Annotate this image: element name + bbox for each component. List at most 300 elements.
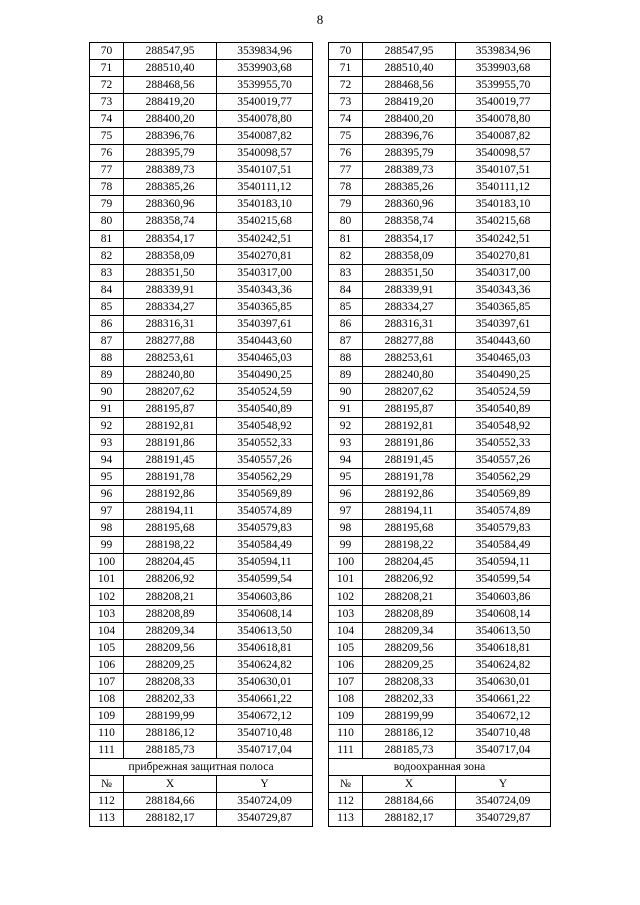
x-coordinate-cell: 288195,87 <box>363 400 456 417</box>
y-coordinate-cell: 3540490,25 <box>217 366 313 383</box>
x-coordinate-cell: 288208,89 <box>124 605 217 622</box>
x-coordinate-cell: 288186,12 <box>124 724 217 741</box>
y-coordinate-cell: 3540111,12 <box>217 179 313 196</box>
x-coordinate-cell: 288184,66 <box>363 793 456 810</box>
table-row <box>329 264 551 281</box>
column-header: № <box>90 776 124 793</box>
x-coordinate-cell: 288192,86 <box>124 486 217 503</box>
y-coordinate-cell: 3540574,89 <box>217 503 313 520</box>
table-row <box>329 656 551 673</box>
y-coordinate-cell: 3540569,89 <box>217 486 313 503</box>
x-coordinate-cell: 288400,20 <box>363 111 456 128</box>
column-header: № <box>329 776 363 793</box>
point-number-cell: 93 <box>90 435 124 452</box>
table-row <box>329 810 551 827</box>
x-coordinate-cell: 288208,33 <box>124 673 217 690</box>
x-coordinate-cell: 288198,22 <box>363 537 456 554</box>
x-coordinate-cell: 288360,96 <box>363 196 456 213</box>
x-coordinate-cell: 288395,79 <box>363 145 456 162</box>
y-coordinate-cell: 3540594,11 <box>217 554 313 571</box>
y-coordinate-cell: 3540548,92 <box>456 418 551 435</box>
table-row <box>329 60 551 77</box>
table-row <box>90 520 313 537</box>
y-coordinate-cell: 3540630,01 <box>217 673 313 690</box>
x-coordinate-cell: 288199,99 <box>124 707 217 724</box>
column-header: Y <box>456 776 551 793</box>
x-coordinate-cell: 288358,09 <box>124 247 217 264</box>
y-coordinate-cell: 3539834,96 <box>456 43 551 60</box>
point-number-cell: 86 <box>329 315 363 332</box>
y-coordinate-cell: 3540624,82 <box>456 656 551 673</box>
table-row <box>90 571 313 588</box>
y-coordinate-cell: 3540111,12 <box>456 179 551 196</box>
x-coordinate-cell: 288209,34 <box>363 622 456 639</box>
y-coordinate-cell: 3540594,11 <box>456 554 551 571</box>
x-coordinate-cell: 288360,96 <box>124 196 217 213</box>
x-coordinate-cell: 288209,56 <box>124 639 217 656</box>
y-coordinate-cell: 3540624,82 <box>217 656 313 673</box>
point-number-cell: 97 <box>329 503 363 520</box>
point-number-cell: 112 <box>90 793 124 810</box>
table-row <box>90 724 313 741</box>
x-coordinate-cell: 288253,61 <box>124 349 217 366</box>
y-coordinate-cell: 3540661,22 <box>456 690 551 707</box>
y-coordinate-cell: 3540630,01 <box>456 673 551 690</box>
point-number-cell: 86 <box>90 315 124 332</box>
x-coordinate-cell: 288208,21 <box>363 588 456 605</box>
table-row <box>329 690 551 707</box>
y-coordinate-cell: 3540343,36 <box>456 281 551 298</box>
y-coordinate-cell: 3540717,04 <box>217 741 313 758</box>
y-coordinate-cell: 3540242,51 <box>456 230 551 247</box>
y-coordinate-cell: 3540608,14 <box>217 605 313 622</box>
point-number-cell: 110 <box>90 724 124 741</box>
x-coordinate-cell: 288185,73 <box>124 741 217 758</box>
point-number-cell: 88 <box>329 349 363 366</box>
point-number-cell: 104 <box>329 622 363 639</box>
table-row <box>329 111 551 128</box>
x-coordinate-cell: 288195,68 <box>124 520 217 537</box>
x-coordinate-cell: 288510,40 <box>124 60 217 77</box>
x-coordinate-cell: 288209,25 <box>124 656 217 673</box>
y-coordinate-cell: 3540552,33 <box>217 435 313 452</box>
x-coordinate-cell: 288240,80 <box>124 366 217 383</box>
point-number-cell: 103 <box>90 605 124 622</box>
table-row <box>329 298 551 315</box>
y-coordinate-cell: 3540242,51 <box>217 230 313 247</box>
point-number-cell: 87 <box>90 332 124 349</box>
table-row <box>329 281 551 298</box>
point-number-cell: 79 <box>329 196 363 213</box>
table-row <box>329 196 551 213</box>
y-coordinate-cell: 3540215,68 <box>217 213 313 230</box>
table-row <box>90 179 313 196</box>
point-number-cell: 93 <box>329 435 363 452</box>
y-coordinate-cell: 3540443,60 <box>456 332 551 349</box>
x-coordinate-cell: 288195,87 <box>124 400 217 417</box>
y-coordinate-cell: 3539834,96 <box>217 43 313 60</box>
x-coordinate-cell: 288351,50 <box>363 264 456 281</box>
table-row <box>90 111 313 128</box>
y-coordinate-cell: 3540465,03 <box>456 349 551 366</box>
y-coordinate-cell: 3540574,89 <box>456 503 551 520</box>
y-coordinate-cell: 3540613,50 <box>456 622 551 639</box>
x-coordinate-cell: 288194,11 <box>363 503 456 520</box>
table-row <box>90 435 313 452</box>
x-coordinate-cell: 288208,89 <box>363 605 456 622</box>
y-coordinate-cell: 3540562,29 <box>456 469 551 486</box>
table-row <box>329 793 551 810</box>
x-coordinate-cell: 288316,31 <box>124 315 217 332</box>
y-coordinate-cell: 3540465,03 <box>217 349 313 366</box>
y-coordinate-cell: 3540317,00 <box>456 264 551 281</box>
point-number-cell: 84 <box>90 281 124 298</box>
point-number-cell: 110 <box>329 724 363 741</box>
table-row <box>90 383 313 400</box>
y-coordinate-cell: 3540584,49 <box>217 537 313 554</box>
x-coordinate-cell: 288339,91 <box>124 281 217 298</box>
y-coordinate-cell: 3540078,80 <box>456 111 551 128</box>
point-number-cell: 113 <box>90 810 124 827</box>
table-row <box>90 281 313 298</box>
table-row <box>329 452 551 469</box>
x-coordinate-cell: 288547,95 <box>124 43 217 60</box>
point-number-cell: 70 <box>90 43 124 60</box>
table-row <box>90 366 313 383</box>
x-coordinate-cell: 288385,26 <box>124 179 217 196</box>
point-number-cell: 72 <box>329 77 363 94</box>
point-number-cell: 100 <box>329 554 363 571</box>
x-coordinate-cell: 288208,33 <box>363 673 456 690</box>
table-row <box>329 469 551 486</box>
point-number-cell: 83 <box>329 264 363 281</box>
table-row <box>90 588 313 605</box>
table-row <box>329 400 551 417</box>
table-row <box>90 94 313 111</box>
table-row <box>329 503 551 520</box>
y-coordinate-cell: 3540603,86 <box>217 588 313 605</box>
x-coordinate-cell: 288277,88 <box>363 332 456 349</box>
x-coordinate-cell: 288354,17 <box>124 230 217 247</box>
point-number-cell: 99 <box>329 537 363 554</box>
table-row <box>90 162 313 179</box>
x-coordinate-cell: 288389,73 <box>124 162 217 179</box>
table-row <box>329 213 551 230</box>
y-coordinate-cell: 3539955,70 <box>217 77 313 94</box>
point-number-cell: 112 <box>329 793 363 810</box>
section-title: прибрежная защитная полоса <box>90 758 313 775</box>
column-header-row <box>90 776 313 793</box>
point-number-cell: 102 <box>329 588 363 605</box>
x-coordinate-cell: 288419,20 <box>124 94 217 111</box>
x-coordinate-cell: 288395,79 <box>124 145 217 162</box>
table-row <box>90 486 313 503</box>
table-row <box>329 605 551 622</box>
table-row <box>329 741 551 758</box>
y-coordinate-cell: 3540317,00 <box>217 264 313 281</box>
x-coordinate-cell: 288209,56 <box>363 639 456 656</box>
x-coordinate-cell: 288202,33 <box>124 690 217 707</box>
y-coordinate-cell: 3540107,51 <box>456 162 551 179</box>
table-row <box>329 486 551 503</box>
table-row <box>329 571 551 588</box>
point-number-cell: 74 <box>90 111 124 128</box>
point-number-cell: 89 <box>90 366 124 383</box>
x-coordinate-cell: 288358,09 <box>363 247 456 264</box>
table-row <box>329 349 551 366</box>
table-row <box>329 537 551 554</box>
x-coordinate-cell: 288202,33 <box>363 690 456 707</box>
x-coordinate-cell: 288191,45 <box>124 452 217 469</box>
point-number-cell: 96 <box>329 486 363 503</box>
point-number-cell: 91 <box>329 400 363 417</box>
table-row <box>329 435 551 452</box>
point-number-cell: 111 <box>329 741 363 758</box>
point-number-cell: 81 <box>90 230 124 247</box>
point-number-cell: 106 <box>90 656 124 673</box>
point-number-cell: 105 <box>90 639 124 656</box>
y-coordinate-cell: 3540183,10 <box>456 196 551 213</box>
point-number-cell: 75 <box>90 128 124 145</box>
point-number-cell: 109 <box>329 707 363 724</box>
y-coordinate-cell: 3540343,36 <box>217 281 313 298</box>
section-title-row <box>90 758 313 775</box>
y-coordinate-cell: 3539955,70 <box>456 77 551 94</box>
y-coordinate-cell: 3540729,87 <box>217 810 313 827</box>
table-row <box>90 452 313 469</box>
x-coordinate-cell: 288191,78 <box>124 469 217 486</box>
y-coordinate-cell: 3540183,10 <box>217 196 313 213</box>
table-row <box>90 469 313 486</box>
point-number-cell: 111 <box>90 741 124 758</box>
table-row <box>329 94 551 111</box>
column-header: Y <box>217 776 313 793</box>
point-number-cell: 92 <box>329 418 363 435</box>
point-number-cell: 107 <box>329 673 363 690</box>
x-coordinate-cell: 288206,92 <box>363 571 456 588</box>
point-number-cell: 76 <box>329 145 363 162</box>
x-coordinate-cell: 288351,50 <box>124 264 217 281</box>
table-row <box>90 554 313 571</box>
table-row <box>329 520 551 537</box>
table-row <box>329 332 551 349</box>
point-number-cell: 90 <box>90 383 124 400</box>
point-number-cell: 80 <box>329 213 363 230</box>
x-coordinate-cell: 288195,68 <box>363 520 456 537</box>
y-coordinate-cell: 3540215,68 <box>456 213 551 230</box>
table-row <box>90 622 313 639</box>
x-coordinate-cell: 288510,40 <box>363 60 456 77</box>
y-coordinate-cell: 3539903,68 <box>456 60 551 77</box>
table-row <box>329 588 551 605</box>
coordinates-table-left <box>89 42 313 827</box>
table-row <box>329 247 551 264</box>
point-number-cell: 91 <box>90 400 124 417</box>
table-row <box>329 673 551 690</box>
x-coordinate-cell: 288182,17 <box>363 810 456 827</box>
y-coordinate-cell: 3540603,86 <box>456 588 551 605</box>
y-coordinate-cell: 3540724,09 <box>456 793 551 810</box>
table-row <box>90 741 313 758</box>
x-coordinate-cell: 288194,11 <box>124 503 217 520</box>
x-coordinate-cell: 288253,61 <box>363 349 456 366</box>
y-coordinate-cell: 3540729,87 <box>456 810 551 827</box>
table-row <box>329 707 551 724</box>
table-row <box>90 298 313 315</box>
point-number-cell: 83 <box>90 264 124 281</box>
table-row <box>90 264 313 281</box>
x-coordinate-cell: 288191,86 <box>124 435 217 452</box>
y-coordinate-cell: 3540579,83 <box>217 520 313 537</box>
x-coordinate-cell: 288198,22 <box>124 537 217 554</box>
y-coordinate-cell: 3540710,48 <box>456 724 551 741</box>
y-coordinate-cell: 3540613,50 <box>217 622 313 639</box>
x-coordinate-cell: 288468,56 <box>124 77 217 94</box>
table-row <box>329 315 551 332</box>
x-coordinate-cell: 288185,73 <box>363 741 456 758</box>
table-row <box>329 230 551 247</box>
x-coordinate-cell: 288358,74 <box>124 213 217 230</box>
table-row <box>90 656 313 673</box>
x-coordinate-cell: 288191,78 <box>363 469 456 486</box>
x-coordinate-cell: 288547,95 <box>363 43 456 60</box>
point-number-cell: 78 <box>329 179 363 196</box>
x-coordinate-cell: 288208,21 <box>124 588 217 605</box>
x-coordinate-cell: 288184,66 <box>124 793 217 810</box>
table-row <box>90 793 313 810</box>
x-coordinate-cell: 288192,81 <box>363 418 456 435</box>
y-coordinate-cell: 3540365,85 <box>217 298 313 315</box>
table-row <box>90 128 313 145</box>
x-coordinate-cell: 288182,17 <box>124 810 217 827</box>
y-coordinate-cell: 3540524,59 <box>217 383 313 400</box>
x-coordinate-cell: 288385,26 <box>363 179 456 196</box>
table-row <box>90 247 313 264</box>
point-number-cell: 81 <box>329 230 363 247</box>
point-number-cell: 104 <box>90 622 124 639</box>
table-row <box>90 77 313 94</box>
point-number-cell: 85 <box>329 298 363 315</box>
x-coordinate-cell: 288209,34 <box>124 622 217 639</box>
page-number: 8 <box>316 12 324 27</box>
point-number-cell: 96 <box>90 486 124 503</box>
y-coordinate-cell: 3540710,48 <box>217 724 313 741</box>
y-coordinate-cell: 3540557,26 <box>456 452 551 469</box>
y-coordinate-cell: 3540524,59 <box>456 383 551 400</box>
y-coordinate-cell: 3540098,57 <box>456 145 551 162</box>
y-coordinate-cell: 3540562,29 <box>217 469 313 486</box>
table-row <box>90 230 313 247</box>
point-number-cell: 102 <box>90 588 124 605</box>
point-number-cell: 89 <box>329 366 363 383</box>
y-coordinate-cell: 3540548,92 <box>217 418 313 435</box>
point-number-cell: 71 <box>329 60 363 77</box>
x-coordinate-cell: 288316,31 <box>363 315 456 332</box>
x-coordinate-cell: 288191,86 <box>363 435 456 452</box>
y-coordinate-cell: 3540019,77 <box>456 94 551 111</box>
point-number-cell: 98 <box>329 520 363 537</box>
table-row <box>90 315 313 332</box>
table-row <box>329 366 551 383</box>
section-title-row <box>329 758 551 775</box>
y-coordinate-cell: 3540618,81 <box>217 639 313 656</box>
point-number-cell: 82 <box>90 247 124 264</box>
y-coordinate-cell: 3540397,61 <box>456 315 551 332</box>
y-coordinate-cell: 3540365,85 <box>456 298 551 315</box>
y-coordinate-cell: 3540270,81 <box>456 247 551 264</box>
y-coordinate-cell: 3540717,04 <box>456 741 551 758</box>
table-row <box>90 60 313 77</box>
coordinates-table-right <box>328 42 551 827</box>
table-row <box>329 554 551 571</box>
point-number-cell: 76 <box>90 145 124 162</box>
column-header-row <box>329 776 551 793</box>
y-coordinate-cell: 3540599,54 <box>217 571 313 588</box>
x-coordinate-cell: 288358,74 <box>363 213 456 230</box>
point-number-cell: 99 <box>90 537 124 554</box>
x-coordinate-cell: 288396,76 <box>363 128 456 145</box>
y-coordinate-cell: 3540540,89 <box>217 400 313 417</box>
x-coordinate-cell: 288199,99 <box>363 707 456 724</box>
point-number-cell: 77 <box>90 162 124 179</box>
table-row <box>90 707 313 724</box>
table-row <box>90 213 313 230</box>
x-coordinate-cell: 288240,80 <box>363 366 456 383</box>
point-number-cell: 100 <box>90 554 124 571</box>
table-row <box>329 162 551 179</box>
y-coordinate-cell: 3540443,60 <box>217 332 313 349</box>
table-row <box>329 179 551 196</box>
x-coordinate-cell: 288277,88 <box>124 332 217 349</box>
point-number-cell: 101 <box>329 571 363 588</box>
y-coordinate-cell: 3540584,49 <box>456 537 551 554</box>
x-coordinate-cell: 288396,76 <box>124 128 217 145</box>
y-coordinate-cell: 3540599,54 <box>456 571 551 588</box>
y-coordinate-cell: 3540569,89 <box>456 486 551 503</box>
x-coordinate-cell: 288419,20 <box>363 94 456 111</box>
y-coordinate-cell: 3540579,83 <box>456 520 551 537</box>
table-row <box>90 43 313 60</box>
x-coordinate-cell: 288192,86 <box>363 486 456 503</box>
x-coordinate-cell: 288191,45 <box>363 452 456 469</box>
x-coordinate-cell: 288209,25 <box>363 656 456 673</box>
point-number-cell: 108 <box>329 690 363 707</box>
x-coordinate-cell: 288186,12 <box>363 724 456 741</box>
point-number-cell: 103 <box>329 605 363 622</box>
x-coordinate-cell: 288334,27 <box>124 298 217 315</box>
column-header: X <box>363 776 456 793</box>
point-number-cell: 90 <box>329 383 363 400</box>
x-coordinate-cell: 288400,20 <box>124 111 217 128</box>
point-number-cell: 101 <box>90 571 124 588</box>
table-row <box>90 418 313 435</box>
point-number-cell: 95 <box>90 469 124 486</box>
point-number-cell: 113 <box>329 810 363 827</box>
y-coordinate-cell: 3540618,81 <box>456 639 551 656</box>
table-row <box>90 503 313 520</box>
table-row <box>90 537 313 554</box>
table-row <box>329 383 551 400</box>
table-row <box>90 349 313 366</box>
x-coordinate-cell: 288389,73 <box>363 162 456 179</box>
y-coordinate-cell: 3540540,89 <box>456 400 551 417</box>
x-coordinate-cell: 288339,91 <box>363 281 456 298</box>
table-row <box>90 810 313 827</box>
table-row <box>90 673 313 690</box>
x-coordinate-cell: 288206,92 <box>124 571 217 588</box>
table-row <box>90 639 313 656</box>
y-coordinate-cell: 3540672,12 <box>456 707 551 724</box>
